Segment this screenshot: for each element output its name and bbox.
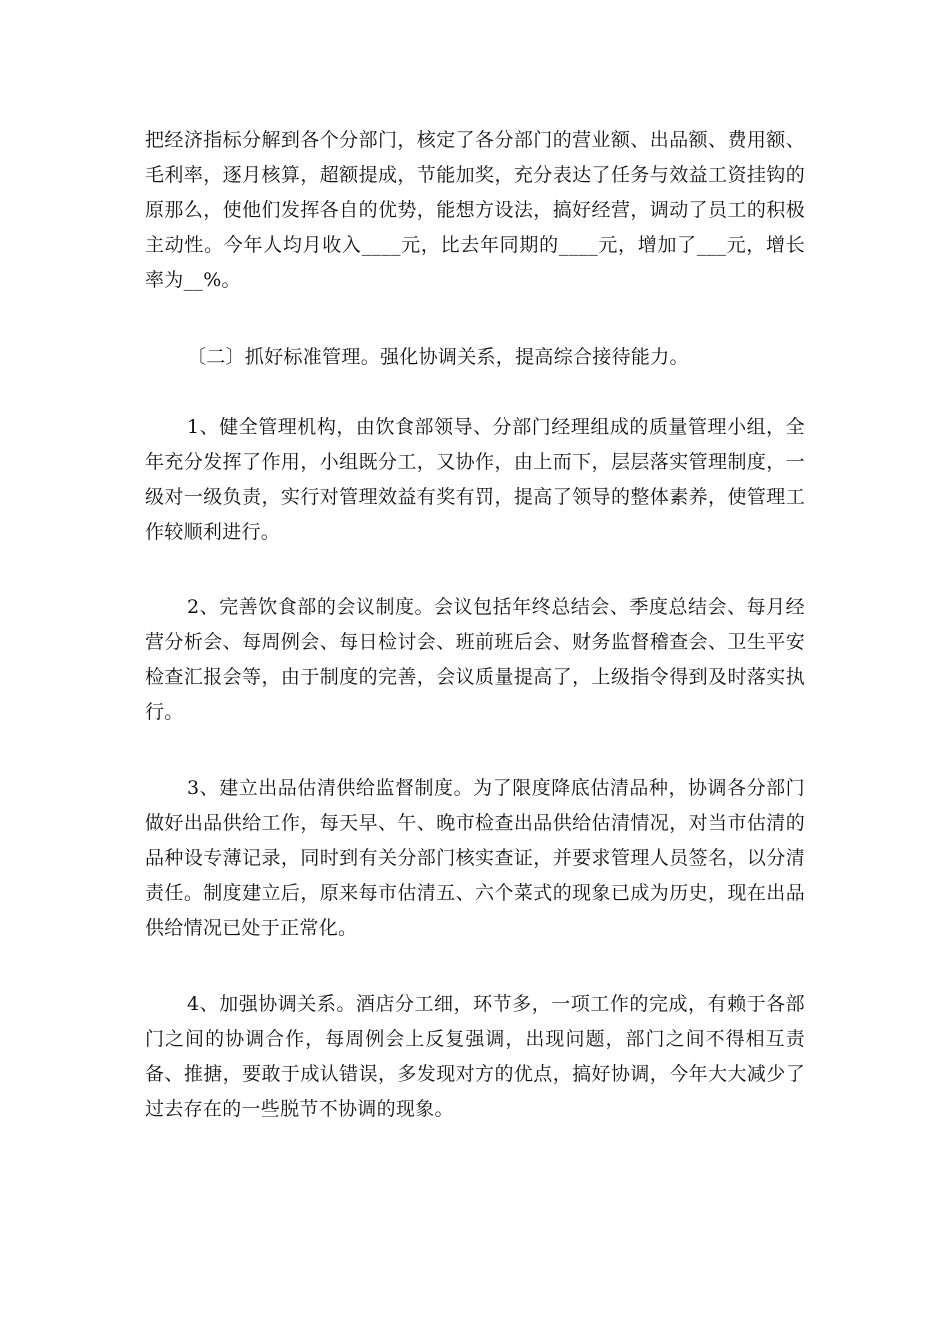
- paragraph-supply-supervision: 3、建立出品估清供给监督制度。为了限度降底估清品种，协调各分部门做好出品供给工作，每天早、午、晚市检查出品供给估清情况，对当市估清的品种设专薄记录，同时到有关分部门核实查证，并要求管理人员签名，以分清责任。制度建立后，原来每市估清五、六个菜式的现象已成为历史，现在出品供给情况已处于正常化。: [145, 777, 805, 939]
- paragraph-management-structure: 1、健全管理机构，由饮食部领导、分部门经理组成的质量管理小组，全年充分发挥了作用，小组既分工，又协作，由上而下，层层落实管理制度，一级对一级负责，实行对管理效益有奖有罚，提高了领导的整体素养，使管理工作较顺利进行。: [145, 416, 805, 543]
- paragraph-income-summary: 把经济指标分解到各个分部门，核定了各分部门的营业额、出品额、费用额、毛利率，逐月核算，超额提成，节能加奖，充分表达了任务与效益工资挂钩的原那么，使他们发挥各自的优势，能想方设法，搞好经营，调动了员工的积极主动性。今年人均月收入____元，比去年同期的____元，增加了___元，增长率为__%。: [145, 129, 805, 291]
- section-heading-standard-management: 〔二〕抓好标准管理。强化协调关系，提高综合接待能力。: [187, 346, 689, 368]
- paragraph-coordination: 4、加强协调关系。酒店分工细，环节多，一项工作的完成，有赖于各部门之间的协调合作，每周例会上反复强调，出现问题，部门之间不得相互责备、推搪，要敢于成认错误，多发现对方的优点，搞好协调，今年大大减少了过去存在的一些脱节不协调的现象。: [145, 993, 805, 1120]
- paragraph-meeting-system: 2、完善饮食部的会议制度。会议包括年终总结会、季度总结会、每月经营分析会、每周例会、每日检讨会、班前班后会、财务监督稽查会、卫生平安检查汇报会等，由于制度的完善，会议质量提高了，上级指令得到及时落实执行。: [145, 596, 805, 723]
